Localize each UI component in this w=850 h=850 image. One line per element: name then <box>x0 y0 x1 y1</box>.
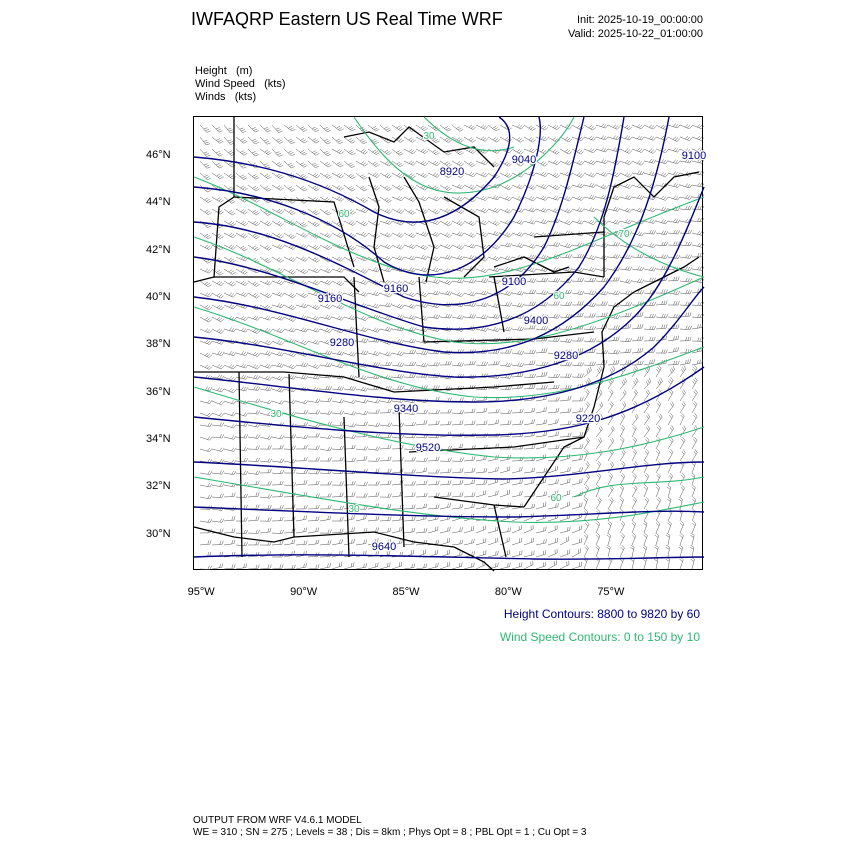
lon-label: 80°W <box>494 586 522 598</box>
wind-contour <box>424 117 514 151</box>
height-contour-label: 8920 <box>439 166 465 178</box>
field-height: Height (m) <box>195 65 253 77</box>
field-list <box>195 65 285 104</box>
wind-barbs <box>200 124 707 570</box>
footer-line-2: WE = 310 ; SN = 275 ; Levels = 38 ; Dis = 8km ; Phys Opt = 8 ; PBL Opt = 1 ; Cu Opt = 3 <box>193 827 587 838</box>
model-footer <box>193 815 586 839</box>
wind-contour-label: 60 <box>338 209 350 220</box>
border-line <box>419 277 424 342</box>
lat-label: 46°N <box>146 149 171 162</box>
map-panel <box>193 116 707 570</box>
barb-field <box>200 124 707 570</box>
wind-contour-label: 60 <box>553 291 565 302</box>
lat-label: 40°N <box>146 291 171 304</box>
field-winds: Winds (kts) <box>195 91 257 103</box>
wind-contours-note: Wind Speed Contours: 0 to 150 by 10 <box>499 630 700 644</box>
height-contours-note: Height Contours: 8800 to 9820 by 60 <box>503 607 700 621</box>
lat-label: 42°N <box>146 243 171 256</box>
wind-contour-label: 30 <box>270 409 282 420</box>
wind-contour-label: 30 <box>348 504 360 515</box>
border-line <box>344 127 494 167</box>
init-time: Init: 2025-10-19_00:00:00 <box>577 14 703 26</box>
height-contour-label: 9220 <box>575 413 601 425</box>
state-borders <box>194 117 699 571</box>
init-valid-block <box>568 13 703 41</box>
lat-label: 32°N <box>146 480 171 493</box>
wind-contour-label: 30 <box>423 131 435 142</box>
border-line <box>444 197 484 277</box>
height-contours <box>194 117 707 559</box>
contour-labels <box>270 131 706 553</box>
footer-line-1: OUTPUT FROM WRF V4.6.1 MODEL <box>193 815 362 826</box>
border-line <box>404 177 434 282</box>
lon-label: 95°W <box>187 586 215 598</box>
map-title: IWFAQRP Eastern US Real Time WRF <box>191 9 503 29</box>
wind-contour-label: 70 <box>618 229 630 240</box>
height-contour-label: 9100 <box>501 276 527 288</box>
lat-label: 34°N <box>146 432 171 445</box>
height-contour-label: 9280 <box>329 337 355 349</box>
lon-label: 75°W <box>597 586 625 598</box>
wind-contour <box>194 237 704 344</box>
lat-label: 36°N <box>146 385 171 398</box>
lat-label: 38°N <box>146 338 171 351</box>
height-contour-label: 9040 <box>511 154 537 166</box>
border-line <box>289 374 294 537</box>
border-line <box>434 497 524 507</box>
height-contour-label: 9160 <box>383 283 409 295</box>
height-contour <box>194 117 540 275</box>
border-line <box>454 547 494 571</box>
wind-contour-label: 60 <box>550 493 562 504</box>
height-contour-label: 9520 <box>415 442 441 454</box>
map-canvas <box>194 117 707 571</box>
border-line <box>369 177 384 282</box>
valid-time: Valid: 2025-10-22_01:00:00 <box>568 28 703 40</box>
height-contour <box>194 555 704 559</box>
lat-label: 44°N <box>146 196 171 209</box>
height-contour-label: 9280 <box>553 350 579 362</box>
lon-label: 85°W <box>392 586 420 598</box>
height-contour <box>194 462 704 479</box>
lon-label: 90°W <box>290 586 318 598</box>
height-contour-label: 9100 <box>681 150 707 162</box>
field-wind-speed: Wind Speed (kts) <box>195 78 286 90</box>
height-contour-label: 9340 <box>393 403 419 415</box>
height-contour-label: 9640 <box>371 541 397 553</box>
border-line <box>344 417 349 557</box>
lat-label: 30°N <box>146 527 171 540</box>
border-line <box>399 407 404 547</box>
wind-contour <box>574 477 704 497</box>
height-contour-label: 9160 <box>317 293 343 305</box>
height-contour-label: 9400 <box>523 315 549 327</box>
